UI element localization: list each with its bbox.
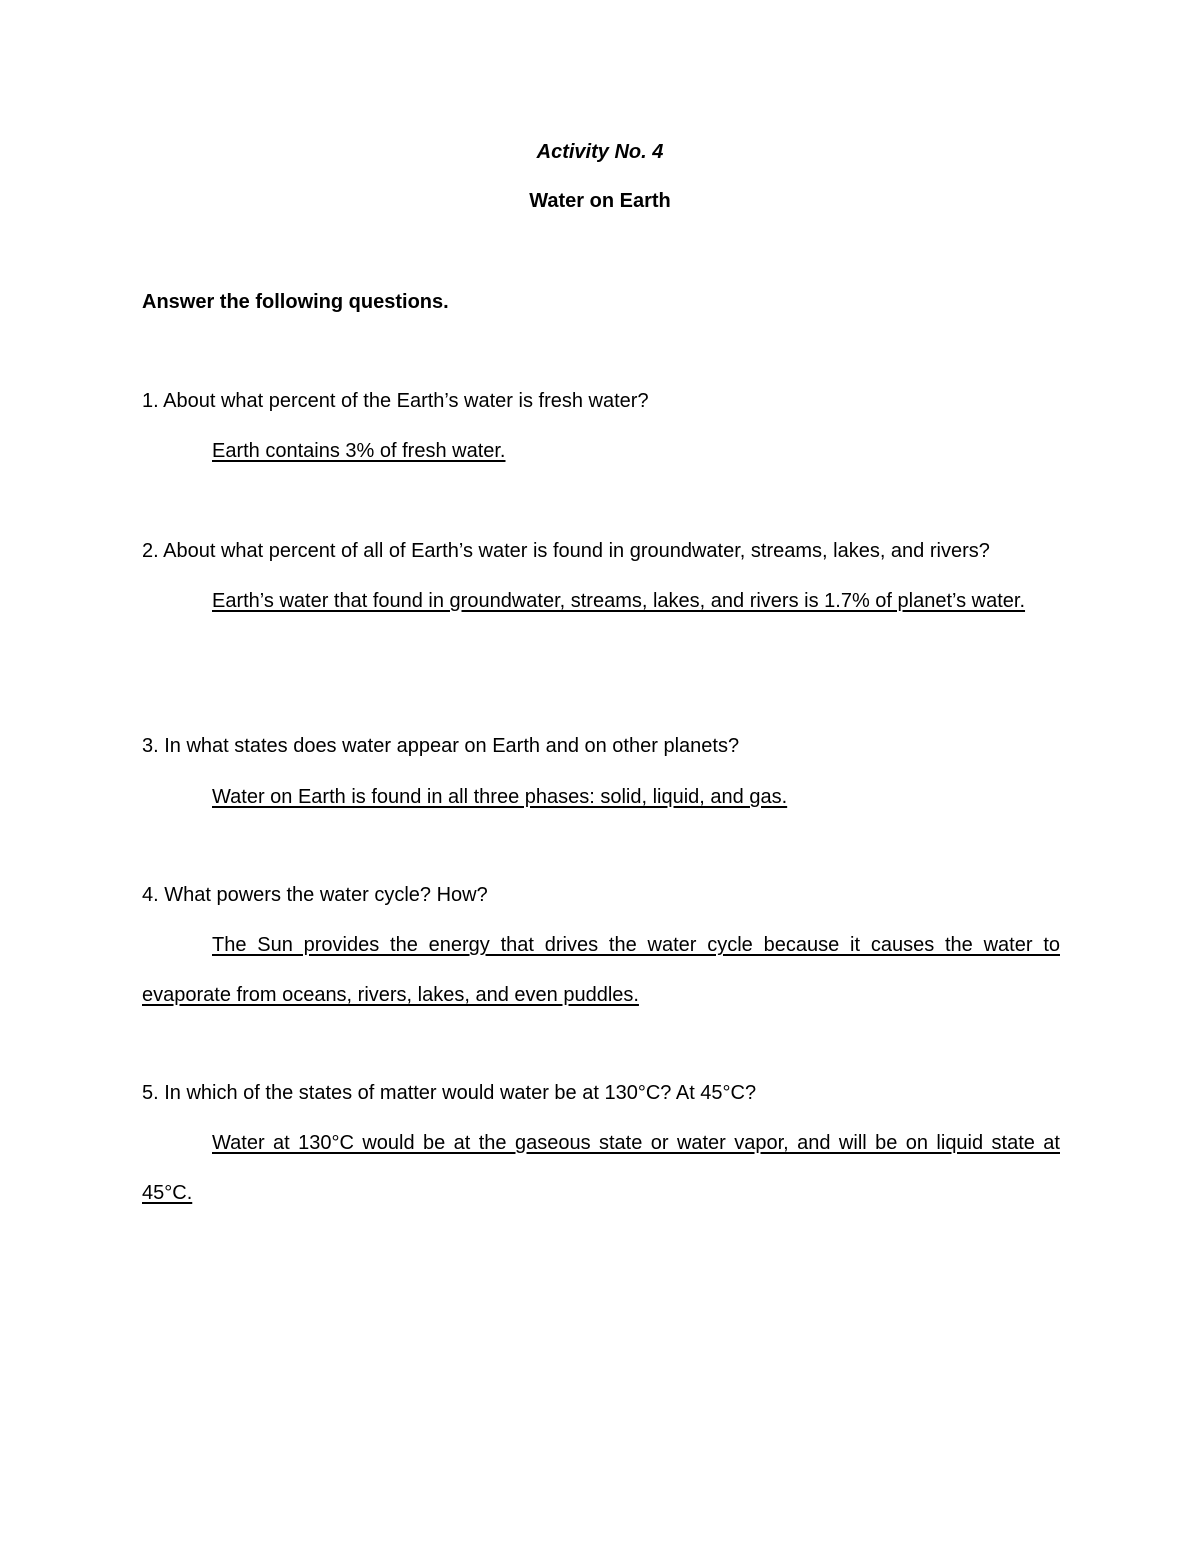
activity-subtitle: Water on Earth	[529, 190, 671, 212]
answer-5-text: Water at 130°C would be at the gaseous state or water vapor, and will be on liquid state at 45°C.	[142, 1132, 1060, 1204]
question-1: 1. About what percent of the Earth’s water is fresh water?	[142, 390, 649, 412]
answer-2-text: Earth’s water that found in groundwater, streams, lakes, and rivers is 1.7% of planet’s water.	[212, 590, 1026, 612]
answer-5	[142, 1118, 1060, 1218]
question-4: 4. What powers the water cycle? How?	[142, 884, 488, 906]
question-5: 5. In which of the states of matter would water be at 130°C? At 45°C?	[142, 1082, 757, 1104]
question-3: 3. In what states does water appear on Earth and on other planets?	[142, 735, 740, 757]
answer-1-text: Earth contains 3% of fresh water.	[212, 440, 506, 462]
activity-title: Activity No. 4	[536, 141, 664, 163]
answer-2	[142, 576, 1060, 626]
answer-1	[142, 426, 1060, 476]
instructions: Answer the following questions.	[142, 291, 449, 313]
answer-3	[142, 772, 1060, 822]
answer-3-text: Water on Earth is found in all three phases: solid, liquid, and gas.	[212, 786, 788, 808]
answer-4-text: The Sun provides the energy that drives the water cycle because it causes the water to evaporate from oceans, rivers, lakes, and even puddles.	[142, 934, 1060, 1006]
question-2: 2. About what percent of all of Earth’s water is found in groundwater, streams, lakes, and rivers?	[142, 540, 990, 562]
answer-4	[142, 920, 1060, 1020]
